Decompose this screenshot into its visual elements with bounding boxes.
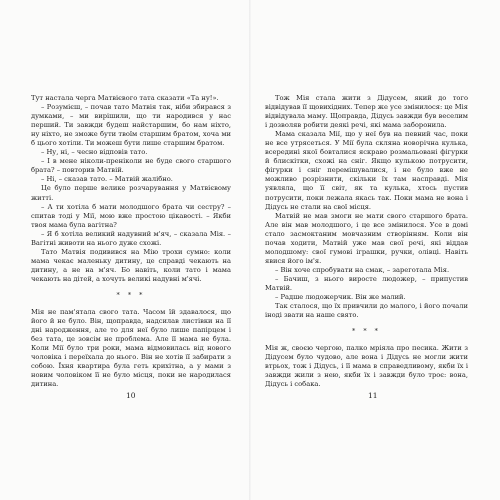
paragraph: Тут настала черга Матвієвого тата сказати «Та ну!». (31, 94, 219, 102)
paragraph: Так сталося, що їх привчили до малого, і його почали іноді звати на наше свято. (265, 302, 468, 320)
paragraph: – Ну, ні, – чесно відповів тато. (41, 148, 148, 157)
right-page (265, 94, 468, 389)
section-separator: * * * (116, 290, 146, 299)
paragraph: – Радше людожерчик. Він же малий. (275, 293, 406, 302)
section-separator: * * * (352, 327, 381, 336)
paragraph: – Ні, – сказав тато. – Матвій жалібно. (41, 175, 173, 184)
paragraph: – Бачиш, з нього виросте людожер, – припустив Матвій. (265, 274, 468, 292)
left-page (31, 94, 231, 389)
book-gutter (249, 0, 251, 500)
paragraph: Мія не пам'ятала свого тата. Часом їй здавалося, що його й не було. Він, щоправда, надсилав листівки на її дні народження, але то для неї було лише папірцем і без тата, це зовсім не проблема. Але її мама не була. Коли Мії було три роки, мама відмовилась від нового чоловіка і переїхала до нього. Він не хотів її забирати з собою. Їхня квартира була геть крихітна, а у мами з новим чоловіком її не було місця, поки не народилася дитина. (31, 308, 231, 389)
page-number-right: 11 (368, 391, 378, 400)
page-number-left: 10 (126, 391, 136, 400)
paragraph: – Я б хотіла великий надувний м'яч, – сказала Мія. – Вагітні животи на нього дуже схожі. (31, 229, 231, 247)
paragraph: Тато Матвія подивився на Мію трохи сумно: коли мама чекає маленьку дитину, це справді чекають на дитину, а не на м'яч. Бо навіть, коли тато і мама чекають на дітей, а хочуть великі надувні м'ячі. (31, 247, 231, 283)
paragraph: Тож Мія стала жити з Дідусем, який до того відвідував її щовихідних. Тепер же усе змінилося: це Мія відвідувала маму. Щоправда, Дідусь завжди був веселим і дозволяв робити деякі речі, які мама заборонила. (265, 94, 468, 130)
paragraph: Це було перше велике розчарування у Матвієвому житті. (31, 184, 231, 202)
paragraph: Мія ж, своєю чергою, палко мріяла про песика. Жити з Дідусем було чудово, але вона і Дідусь не могли жити втрьох, тож і Дідусь, і її мама в справедливому, якби їх і завжди жили з нею, якби їх і завжди було троє: вона, Дідусь і собака. (265, 344, 468, 389)
paragraph: – І в мене ніколи-преніколи не буде свого старшого брата? – повторив Матвій. (31, 157, 231, 175)
paragraph: – А ти хотіла б мати молодшого брата чи сестру? – спитав тоді у Мії, мою вже простою цікавості. – Якби твоя мама була вагітна? (31, 202, 231, 229)
paragraph: – Він хоче спробувати на смак, – зареготала Мія. (275, 265, 450, 274)
paragraph: – Розумієш, – почав тато Матвія так, ніби збирався з думками, – ми вирішили, що ти народився у нас перший. Ти завжди будеш найстаршим, бо нам ніхто, ну ніхто, не зможе бути твоїм старшим братом, хоча ми б цього хотіли. Ти можеш бути лише старшим братом. (31, 103, 231, 148)
paragraph: Мама сказала Мії, що у неї був на певний час, поки не все утрясеться. У Мії була скляна новорічна кулька, всередині якої бовталися яскраво розмальовані фігурки й блискітки, схожі на сніг. Якщо кулькою потрусити, фігурки і сніг перемішувалися, і не було вже не можливо розрізнити, скільки їх там насправді. Мія уявляла, що її світ, як та кулька, хтось пустив потрусити, поки лежала якась так. Поки мама не вона і Дідусь не стали на свої місця. (265, 130, 468, 211)
paragraph: Матвій не мав змоги не мати свого старшого брата. Але він мав молодшого, і це все змінилося. Усе в домі стало засмоктаним мовчазним створінням. Коли він почав ходити, Матвій уже мав свої речі, які віддав молодшому: свої гумові іграшки, ручки, олівці. Навіть явися його ім'я. (265, 211, 468, 265)
